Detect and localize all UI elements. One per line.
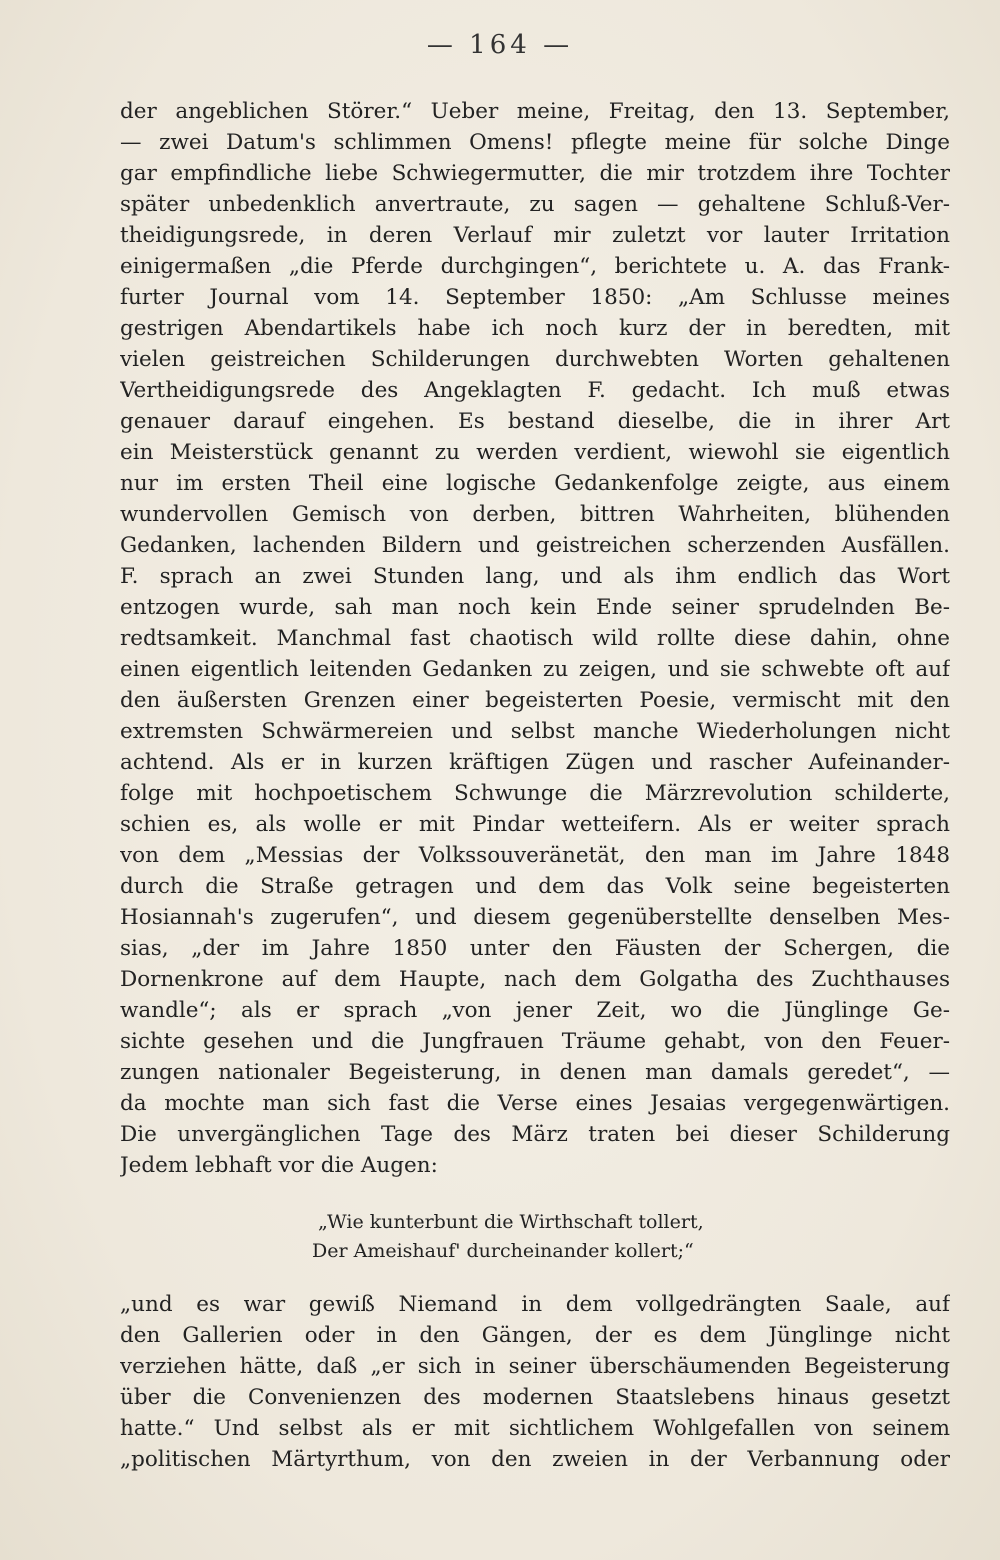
text-line: furter Journal vom 14. September 1850: „Am Schlusse meines bbox=[120, 285, 950, 310]
text-line: wandle“; als er sprach „von jener Zeit, wo die Jünglinge Ge- bbox=[120, 998, 950, 1023]
continuation-paragraph bbox=[120, 1289, 950, 1475]
text-line: einen eigentlich leitenden Gedanken zu zeigen, und sie schwebte oft auf bbox=[120, 657, 950, 682]
text-line: F. sprach an zwei Stunden lang, und als ihm endlich das Wort bbox=[120, 564, 950, 589]
text-line: gestrigen Abendartikels habe ich noch kurz der in beredten, mit bbox=[120, 316, 950, 341]
page-number: — 164 — bbox=[426, 30, 574, 60]
text-line: — zwei Datum's schlimmen Omens! pflegte meine für solche Dinge bbox=[120, 130, 950, 155]
text-line: vielen geistreichen Schilderungen durchwebten Worten gehaltenen bbox=[120, 347, 950, 372]
text-line: da mochte man sich fast die Verse eines Jesaias vergegenwärtigen. bbox=[120, 1091, 950, 1116]
text-line: genauer darauf eingehen. Es bestand dieselbe, die in ihrer Art bbox=[120, 409, 950, 434]
text-line: Der Ameishauf' durcheinander kollert;“ bbox=[312, 1240, 694, 1262]
text-line: Jedem lebhaft vor die Augen: bbox=[120, 1153, 438, 1178]
text-line: Vertheidigungsrede des Angeklagten F. gedacht. Ich muß etwas bbox=[120, 378, 950, 403]
text-line: sias, „der im Jahre 1850 unter den Fäusten der Schergen, die bbox=[120, 936, 950, 961]
text-line: Hosiannah's zugerufen“, und diesem gegenüberstellte denselben Mes- bbox=[120, 905, 950, 930]
text-line: achtend. Als er in kurzen kräftigen Zügen und rascher Aufeinander- bbox=[120, 750, 950, 775]
text-line: redtsamkeit. Manchmal fast chaotisch wild rollte diese dahin, ohne bbox=[120, 626, 950, 651]
text-line: nur im ersten Theil eine logische Gedankenfolge zeigte, aus einem bbox=[120, 471, 950, 496]
text-line: folge mit hochpoetischem Schwunge die Märzrevolution schilderte, bbox=[120, 781, 950, 806]
verse-quote bbox=[312, 1208, 758, 1266]
text-line: über die Convenienzen des modernen Staatslebens hinaus gesetzt bbox=[120, 1385, 950, 1410]
text-line: der angeblichen Störer.“ Ueber meine, Freitag, den 13. September, bbox=[120, 99, 950, 124]
main-paragraph bbox=[120, 96, 950, 1181]
text-line: einigermaßen „die Pferde durchgingen“, berichtete u. A. das Frank- bbox=[120, 254, 950, 279]
text-line: zungen nationaler Begeisterung, in denen man damals geredet“, — bbox=[120, 1060, 950, 1085]
text-line: „Wie kunterbunt die Wirthschaft tollert, bbox=[318, 1211, 704, 1233]
text-line: von dem „Messias der Volkssouveränetät, den man im Jahre 1848 bbox=[120, 843, 950, 868]
text-line: Gedanken, lachenden Bildern und geistreichen scherzenden Ausfällen. bbox=[120, 533, 950, 558]
text-line: gar empfindliche liebe Schwiegermutter, die mir trotzdem ihre Tochter bbox=[120, 161, 950, 186]
text-line: Dornenkrone auf dem Haupte, nach dem Golgatha des Zuchthauses bbox=[120, 967, 950, 992]
text-line: entzogen wurde, sah man noch kein Ende seiner sprudelnden Be- bbox=[120, 595, 950, 620]
text-line: ein Meisterstück genannt zu werden verdient, wiewohl sie eigentlich bbox=[120, 440, 950, 465]
text-line: später unbedenklich anvertraute, zu sagen — gehaltene Schluß-Ver- bbox=[120, 192, 950, 217]
text-line: durch die Straße getragen und dem das Volk seine begeisterten bbox=[120, 874, 950, 899]
text-line: wundervollen Gemisch von derben, bittren Wahrheiten, blühenden bbox=[120, 502, 950, 527]
text-line: hatte.“ Und selbst als er mit sichtlichem Wohlgefallen von seinem bbox=[120, 1416, 950, 1441]
text-line: sichte gesehen und die Jungfrauen Träume gehabt, von den Feuer- bbox=[120, 1029, 950, 1054]
text-line: „politischen Märtyrthum, von den zweien in der Verbannung oder bbox=[120, 1447, 950, 1472]
text-line: den äußersten Grenzen einer begeisterten Poesie, vermischt mit den bbox=[120, 688, 950, 713]
text-line: theidigungsrede, in deren Verlauf mir zuletzt vor lauter Irritation bbox=[120, 223, 950, 248]
text-line: „und es war gewiß Niemand in dem vollgedrängten Saale, auf bbox=[120, 1292, 950, 1317]
text-line: extremsten Schwärmereien und selbst manche Wiederholungen nicht bbox=[120, 719, 950, 744]
text-line: schien es, als wolle er mit Pindar wetteifern. Als er weiter sprach bbox=[120, 812, 950, 837]
text-line: Die unvergänglichen Tage des März traten bei dieser Schilderung bbox=[120, 1122, 950, 1147]
text-line: den Gallerien oder in den Gängen, der es dem Jünglinge nicht bbox=[120, 1323, 950, 1348]
text-line: verziehen hätte, daß „er sich in seiner überschäumenden Begeisterung bbox=[120, 1354, 950, 1379]
